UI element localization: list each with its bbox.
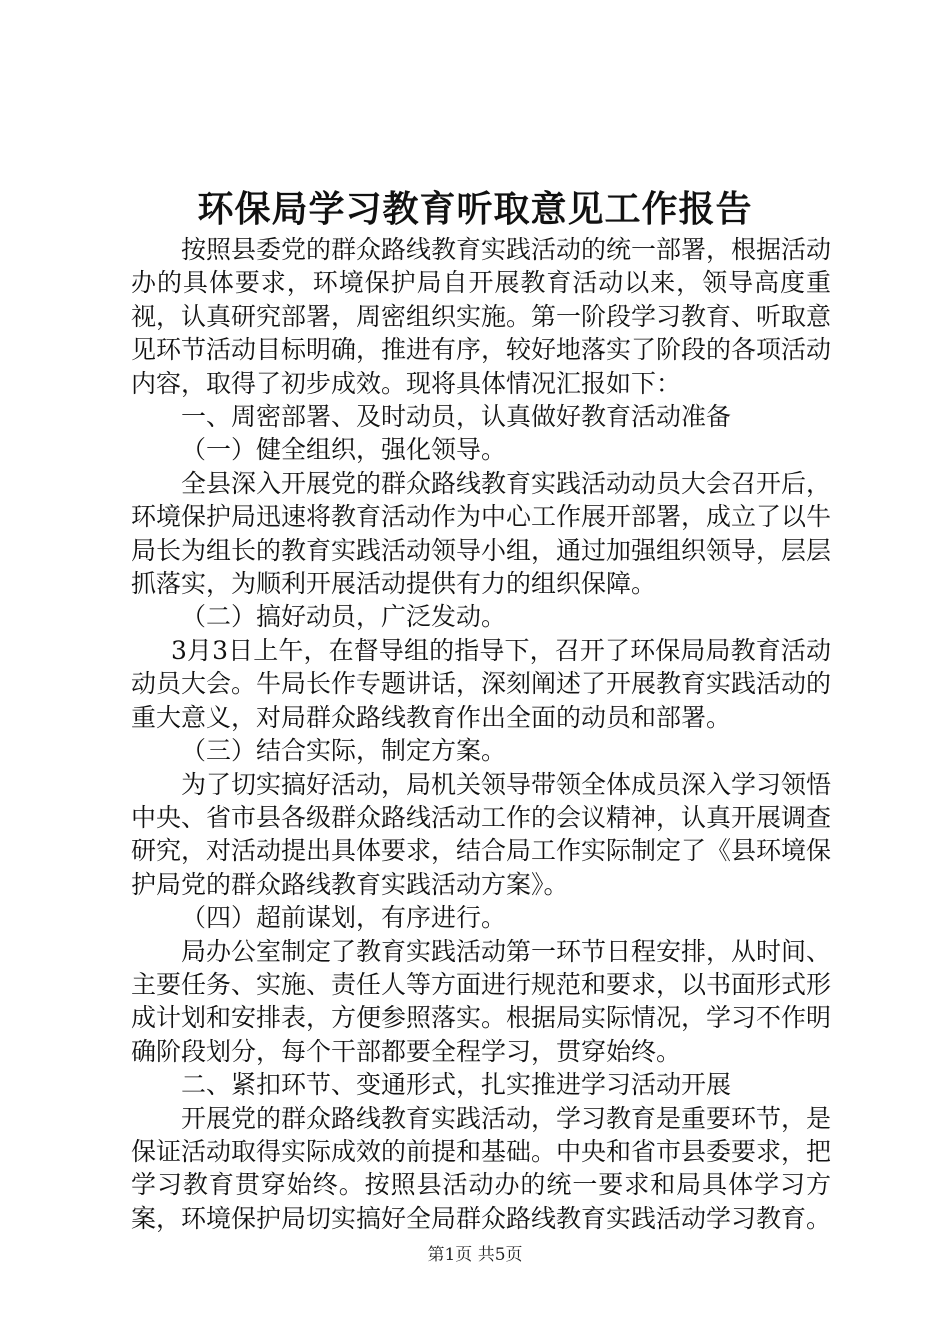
paragraph-mobilization: 3月3日上午，在督导组的指导下，召开了环保局局教育活动动员大会。牛局长作专题讲话，深刻阐述了开展教育实践活动的重大意义，对局群众路线教育作出全面的动员和部署。 <box>131 635 832 732</box>
section-heading-2: 二、紧扣环节、变通形式，扎实推进学习活动开展 <box>181 1070 732 1100</box>
subsection-heading-1: （一）健全组织，强化领导。 <box>181 435 507 465</box>
paragraph-schedule: 局办公室制定了教育实践活动第一环节日程安排，从时间、主要任务、实施、责任人等方面进行规范和要求，以书面形式形成计划和安排表，方便参照落实。根据局实际情况，学习不作明确阶段划分，每个干部都要全程学习，贯穿始终。 <box>131 936 832 1066</box>
document-title: 环保局学习教育听取意见工作报告 <box>197 188 753 230</box>
subsection-heading-3: （三）结合实际，制定方案。 <box>181 736 507 766</box>
page-footer: 第1页 共5页 <box>427 1245 523 1265</box>
subsection-heading-4: （四）超前谋划，有序进行。 <box>181 903 507 933</box>
document-body <box>131 233 831 1235</box>
section-heading-1: 一、周密部署、及时动员，认真做好教育活动准备 <box>181 402 732 432</box>
paragraph-plan: 为了切实搞好活动，局机关领导带领全体成员深入学习领悟中央、省市县各级群众路线活动工作的会议精神，认真开展调查研究，对活动提出具体要求，结合局工作实际制定了《县环境保护局党的群众路线教育实践活动方案》。 <box>131 769 832 899</box>
paragraph-intro: 按照县委党的群众路线教育实践活动的统一部署，根据活动办的具体要求，环境保护局自开展教育活动以来，领导高度重视，认真研究部署，周密组织实施。第一阶段学习教育、听取意见环节活动目标明确，推进有序，较好地落实了阶段的各项活动内容，取得了初步成效。现将具体情况汇报如下： <box>131 235 832 398</box>
subsection-heading-2: （二）搞好动员，广泛发动。 <box>181 602 507 632</box>
paragraph-study: 开展党的群众路线教育实践活动，学习教育是重要环节，是保证活动取得实际成效的前提和基础。中央和省市县委要求，把学习教育贯穿始终。按照县活动办的统一要求和局具体学习方案，环境保护局切实搞好全局群众路线教育实践活动学习教育。 <box>131 1103 832 1233</box>
paragraph-organization: 全县深入开展党的群众路线教育实践活动动员大会召开后，环境保护局迅速将教育活动作为中心工作展开部署，成立了以牛局长为组长的教育实践活动领导小组，通过加强组织领导，层层抓落实，为顺利开展活动提供有力的组织保障。 <box>131 468 832 599</box>
